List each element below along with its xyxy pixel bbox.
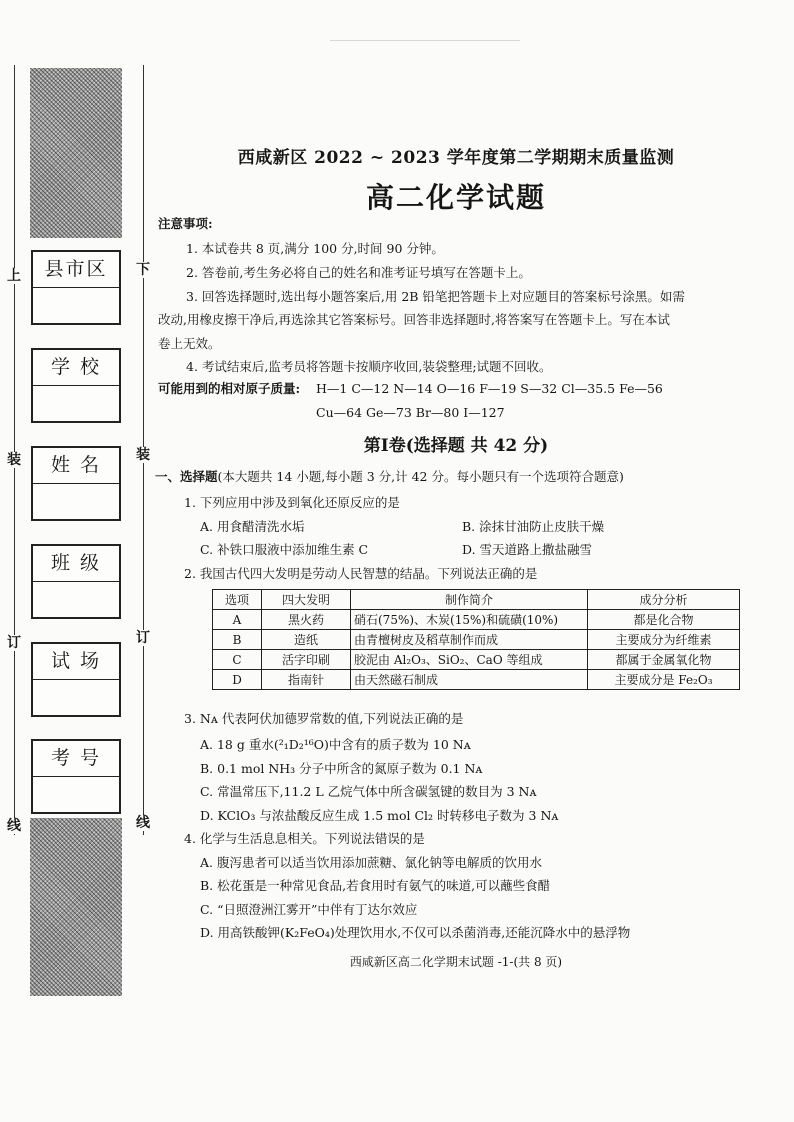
q1-option-c[interactable]: C. 补铁口服液中添加维生素 C — [200, 542, 369, 557]
table-cell: 活字印刷 — [262, 650, 351, 670]
field-label: 班 级 — [33, 546, 119, 582]
table-cell: 造纸 — [262, 630, 351, 650]
q2-stem: 2. 我国古代四大发明是劳动人民智慧的结晶。下列说法正确的是 — [184, 566, 538, 581]
atomic-mass-label: 可能用到的相对原子质量: — [158, 381, 301, 396]
field-label: 试 场 — [33, 644, 119, 680]
q3-stem: 3. Nᴀ 代表阿伏加德罗常数的值,下列说法正确的是 — [184, 711, 464, 726]
table-cell: 都属于金属氧化物 — [588, 650, 740, 670]
table-row — [213, 630, 740, 650]
table-cell: 由青檀树皮及稻草制作而成 — [351, 630, 588, 650]
table-header: 制作简介 — [351, 590, 588, 610]
binding-line-left — [14, 65, 15, 835]
page-footer: 西咸新区高二化学期末试题 -1-(共 8 页) — [349, 955, 563, 969]
q3-option-c[interactable]: C. 常温常压下,11.2 L 乙烷气体中所含碳氢键的数目为 3 Nᴀ — [200, 784, 537, 799]
table-header-row — [213, 590, 740, 610]
atomic-mass-line: H—1 C—12 N—14 O—16 F—19 S—32 Cl—35.5 Fe—56 — [316, 381, 663, 396]
field-label: 姓 名 — [33, 448, 119, 484]
table-cell: A — [213, 610, 262, 630]
binding-char: 订 — [136, 630, 150, 646]
field-label: 学 校 — [33, 350, 119, 386]
q4-option-a[interactable]: A. 腹泻患者可以适当饮用添加蔗糖、氯化钠等电解质的饮用水 — [200, 855, 542, 870]
field-exam-number[interactable] — [31, 739, 121, 814]
q4-option-b[interactable]: B. 松花蛋是一种常见食品,若食用时有氨气的味道,可以蘸些食醋 — [200, 878, 551, 893]
q1-option-d[interactable]: D. 雪天道路上撒盐融雪 — [462, 542, 593, 557]
binding-char: 订 — [7, 635, 21, 651]
table-cell: 由天然磁石制成 — [351, 670, 588, 690]
field-exam-room[interactable] — [31, 642, 121, 717]
section-intro — [155, 469, 624, 485]
notes-heading: 注意事项: — [158, 216, 213, 231]
binding-pattern-top — [30, 68, 122, 238]
binding-char: 线 — [7, 818, 21, 834]
q3-option-b[interactable]: B. 0.1 mol NH₃ 分子中所含的氮原子数为 0.1 Nᴀ — [200, 761, 483, 776]
binding-char: 下 — [136, 262, 150, 278]
binding-char: 装 — [136, 447, 150, 463]
atomic-mass-line: Cu—64 Ge—73 Br—80 I—127 — [316, 405, 505, 420]
note-line: 1. 本试卷共 8 页,满分 100 分,时间 90 分钟。 — [186, 241, 444, 256]
binding-char: 装 — [7, 452, 21, 468]
note-line: 2. 答卷前,考生务必将自己的姓名和准考证号填写在答题卡上。 — [186, 265, 531, 280]
note-line: 4. 考试结束后,监考员将答题卡按顺序收回,装袋整理;试题不回收。 — [186, 359, 552, 374]
table-cell: 都是化合物 — [588, 610, 740, 630]
q3-option-a[interactable]: A. 18 g 重水(²₁D₂¹⁶O)中含有的质子数为 10 Nᴀ — [200, 737, 471, 752]
table-cell: 胶泥由 Al₂O₃、SiO₂、CaO 等组成 — [351, 650, 588, 670]
table-cell: C — [213, 650, 262, 670]
note-line: 改动,用橡皮擦干净后,再选涂其它答案标号。回答非选择题时,将答案写在答题卡上。写在本试 — [158, 312, 670, 327]
exam-line: 西咸新区 2022 ~ 2023 学年度第二学期期末质量监测 — [237, 148, 675, 168]
binding-pattern-bottom — [30, 818, 122, 996]
table-header: 成分分析 — [588, 590, 740, 610]
note-line: 3. 回答选择题时,选出每小题答案后,用 2B 铅笔把答题卡上对应题目的答案标号涂黑。如需 — [186, 289, 685, 304]
q4-option-c[interactable]: C. “日照澄洲江雾开”中伴有丁达尔效应 — [200, 902, 418, 917]
q1-option-b[interactable]: B. 涂抹甘油防止皮肤干燥 — [462, 519, 605, 534]
table-cell: 主要成分是 Fe₂O₃ — [588, 670, 740, 690]
q4-stem: 4. 化学与生活息息相关。下列说法错误的是 — [184, 831, 425, 846]
table-cell: D — [213, 670, 262, 690]
table-row — [213, 670, 740, 690]
scan-edge — [330, 40, 520, 41]
field-school[interactable] — [31, 348, 121, 423]
q2-table — [212, 589, 740, 690]
field-name[interactable] — [31, 446, 121, 521]
q3-option-d[interactable]: D. KClO₃ 与浓盐酸反应生成 1.5 mol Cl₂ 时转移电子数为 3 Nᴀ — [200, 808, 559, 823]
note-line: 卷上无效。 — [158, 336, 221, 351]
field-class[interactable] — [31, 544, 121, 619]
section-title: 第Ⅰ卷(选择题 共 42 分) — [363, 436, 549, 456]
field-county[interactable] — [31, 250, 121, 325]
table-cell: 指南针 — [262, 670, 351, 690]
field-label: 县市区 — [33, 252, 119, 288]
q1-option-a[interactable]: A. 用食醋清洗水垢 — [200, 519, 305, 534]
binding-char: 线 — [136, 815, 150, 831]
table-header: 四大发明 — [262, 590, 351, 610]
field-label: 考 号 — [33, 741, 119, 777]
binding-char: 上 — [7, 268, 21, 284]
q1-stem: 1. 下列应用中涉及到氧化还原反应的是 — [184, 495, 400, 510]
table-cell: 硝石(75%)、木炭(15%)和硫磺(10%) — [351, 610, 588, 630]
page-title: 高二化学试题 — [365, 181, 546, 214]
table-row — [213, 650, 740, 670]
table-header: 选项 — [213, 590, 262, 610]
q4-option-d[interactable]: D. 用高铁酸钾(K₂FeO₄)处理饮用水,不仅可以杀菌消毒,还能沉降水中的悬浮物 — [200, 925, 631, 940]
table-cell: B — [213, 630, 262, 650]
table-cell: 主要成分为纤维素 — [588, 630, 740, 650]
section-intro-label: 一、选择题 — [155, 469, 218, 484]
section-intro-text: (本大题共 14 小题,每小题 3 分,计 42 分。每小题只有一个选项符合题意) — [217, 469, 624, 484]
table-row — [213, 610, 740, 630]
table-cell: 黑火药 — [262, 610, 351, 630]
